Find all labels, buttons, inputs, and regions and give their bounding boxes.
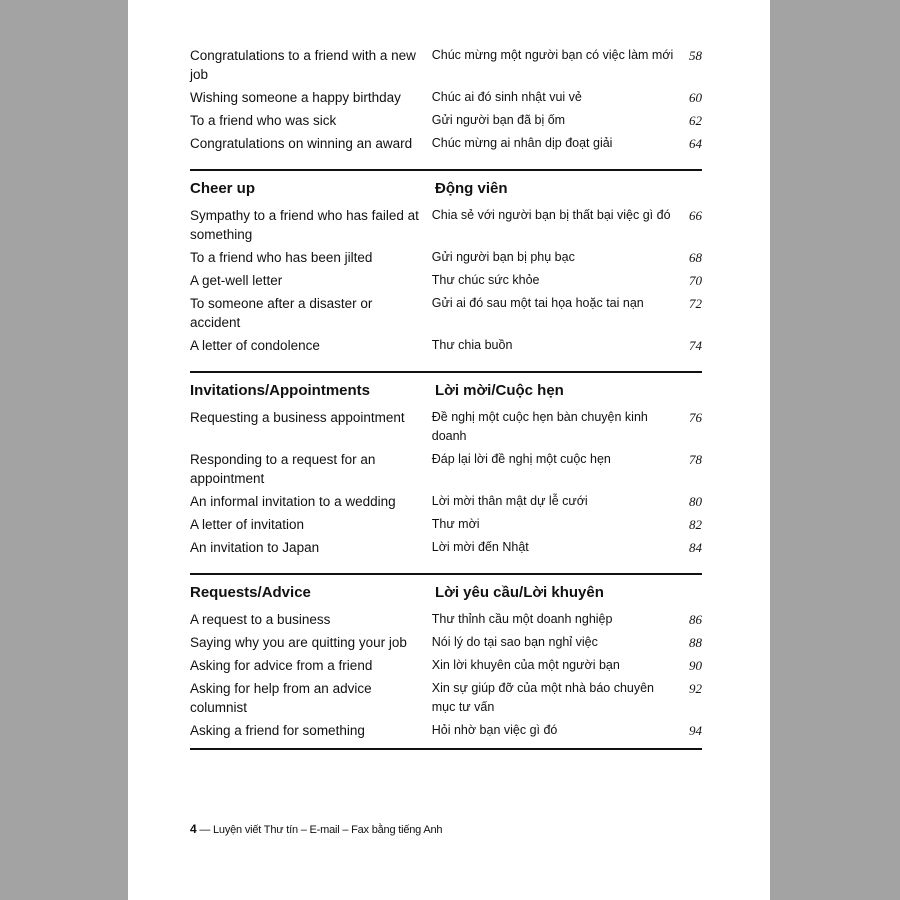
- section-divider: [190, 748, 702, 750]
- toc-page-number: 94: [689, 723, 702, 738]
- toc-entry-vietnamese: Thư chia buồn: [431, 338, 513, 352]
- toc-entry-vietnamese: Đề nghị một cuộc hẹn bàn chuyện kinh doanh: [431, 410, 648, 443]
- section-title-english: Cheer up: [190, 180, 256, 197]
- toc-page-number: 76: [689, 410, 702, 425]
- toc-page-number: 84: [689, 540, 702, 555]
- section-heading: [190, 169, 702, 202]
- section-title-vietnamese: Lời yêu cầu/Lời khuyên: [435, 584, 604, 601]
- toc-entry-english: An invitation to Japan: [190, 540, 320, 555]
- toc-row: [190, 336, 702, 355]
- toc-entry-vietnamese: Chúc mừng một người bạn có việc làm mới: [431, 48, 674, 62]
- footer-book-title: — Luyện viết Thư tín – E-mail – Fax bằng tiếng Anh: [199, 824, 443, 836]
- toc-row: [190, 633, 702, 652]
- toc-entry-english: An informal invitation to a wedding: [190, 494, 396, 509]
- toc-row: [190, 206, 702, 244]
- toc-page-number: 80: [689, 494, 702, 509]
- toc-entry-english: Congratulations to a friend with a new job: [190, 48, 416, 82]
- book-page: [128, 0, 770, 900]
- toc-page-number: 68: [689, 250, 702, 265]
- toc-entry-english: To someone after a disaster or accident: [190, 296, 373, 330]
- toc-entry-vietnamese: Chúc mừng ai nhân dịp đoạt giải: [431, 136, 613, 150]
- toc-entry-vietnamese: Đáp lại lời đề nghị một cuộc hẹn: [431, 452, 611, 466]
- toc-section-requests: [190, 573, 702, 750]
- toc-page-number: 62: [689, 113, 702, 128]
- toc-row: [190, 721, 702, 740]
- toc-entry-english: Requesting a business appointment: [190, 410, 405, 425]
- section-title-vietnamese: Lời mời/Cuộc hẹn: [435, 382, 564, 399]
- toc-entry-english: Asking for advice from a friend: [190, 658, 373, 673]
- toc-row: [190, 294, 702, 332]
- toc-row: [190, 408, 702, 446]
- toc-page-number: 64: [689, 136, 702, 151]
- toc-page-number: 72: [689, 296, 702, 311]
- section-heading: [190, 573, 702, 606]
- toc-row: [190, 538, 702, 557]
- toc-row: [190, 492, 702, 511]
- toc-entry-vietnamese: Lời mời đến Nhật: [431, 540, 529, 554]
- page-footer: [190, 822, 442, 836]
- toc-entry-vietnamese: Nói lý do tại sao bạn nghỉ việc: [431, 635, 598, 649]
- toc-row: [190, 450, 702, 488]
- toc-entry-english: Responding to a request for an appointment: [190, 452, 376, 486]
- toc-entry-english: A letter of condolence: [190, 338, 320, 353]
- toc-entry-english: A letter of invitation: [190, 517, 305, 532]
- toc-entry-vietnamese: Chia sẻ với người bạn bị thất bại việc gì đó: [431, 208, 671, 222]
- toc-entry-vietnamese: Hỏi nhờ bạn việc gì đó: [431, 723, 558, 737]
- toc-entry-english: Sympathy to a friend who has failed at something: [190, 208, 419, 242]
- toc-page-number: 70: [689, 273, 702, 288]
- toc-page-number: 58: [689, 48, 702, 63]
- toc-row: [190, 656, 702, 675]
- toc-entry-english: Asking for help from an advice columnist: [190, 681, 372, 715]
- toc-row: [190, 515, 702, 534]
- toc-entry-english: Wishing someone a happy birthday: [190, 90, 401, 105]
- toc-page-number: 66: [689, 208, 702, 223]
- section-heading: [190, 371, 702, 404]
- toc-entry-english: Congratulations on winning an award: [190, 136, 413, 151]
- toc-entry-english: Asking a friend for something: [190, 723, 365, 738]
- toc-entry-vietnamese: Xin sự giúp đỡ của một nhà báo chuyên mục tư vấn: [431, 681, 655, 714]
- toc-row: [190, 248, 702, 267]
- toc-row: [190, 88, 702, 107]
- toc-page-number: 86: [689, 612, 702, 627]
- toc-section-greetings: [190, 46, 702, 153]
- toc-entry-english: A request to a business: [190, 612, 331, 627]
- table-of-contents: [190, 42, 702, 750]
- toc-row: [190, 134, 702, 153]
- toc-page-number: 60: [689, 90, 702, 105]
- toc-entry-vietnamese: Gửi ai đó sau một tai họa hoặc tai nạn: [431, 296, 644, 310]
- toc-page-number: 88: [689, 635, 702, 650]
- section-title-vietnamese: Động viên: [435, 180, 508, 197]
- toc-row: [190, 111, 702, 130]
- toc-page-number: 92: [689, 681, 702, 696]
- toc-entry-vietnamese: Xin lời khuyên của một người bạn: [431, 658, 620, 672]
- toc-entry-vietnamese: Gửi người bạn đã bị ốm: [431, 113, 566, 127]
- toc-entry-english: To a friend who has been jilted: [190, 250, 373, 265]
- toc-page-number: 74: [689, 338, 702, 353]
- toc-entry-english: A get-well letter: [190, 273, 283, 288]
- toc-section-cheer-up: [190, 169, 702, 355]
- toc-row: [190, 679, 702, 717]
- toc-entry-vietnamese: Thư mời: [431, 517, 480, 531]
- toc-entry-vietnamese: Gửi người bạn bị phụ bạc: [431, 250, 575, 264]
- toc-entry-vietnamese: Thư chúc sức khỏe: [431, 273, 540, 287]
- toc-entry-english: Saying why you are quitting your job: [190, 635, 407, 650]
- footer-page-number: 4: [190, 822, 197, 836]
- toc-section-invitations: [190, 371, 702, 557]
- toc-entry-english: To a friend who was sick: [190, 113, 337, 128]
- toc-page-number: 78: [689, 452, 702, 467]
- toc-row: [190, 610, 702, 629]
- section-title-english: Invitations/Appointments: [190, 382, 370, 399]
- toc-entry-vietnamese: Thư thỉnh cầu một doanh nghiệp: [431, 612, 613, 626]
- section-title-english: Requests/Advice: [190, 584, 311, 601]
- toc-row: [190, 46, 702, 84]
- toc-entry-vietnamese: Lời mời thân mật dự lễ cưới: [431, 494, 588, 508]
- toc-page-number: 82: [689, 517, 702, 532]
- toc-entry-vietnamese: Chúc ai đó sinh nhật vui vẻ: [431, 90, 582, 104]
- toc-page-number: 90: [689, 658, 702, 673]
- toc-row: [190, 271, 702, 290]
